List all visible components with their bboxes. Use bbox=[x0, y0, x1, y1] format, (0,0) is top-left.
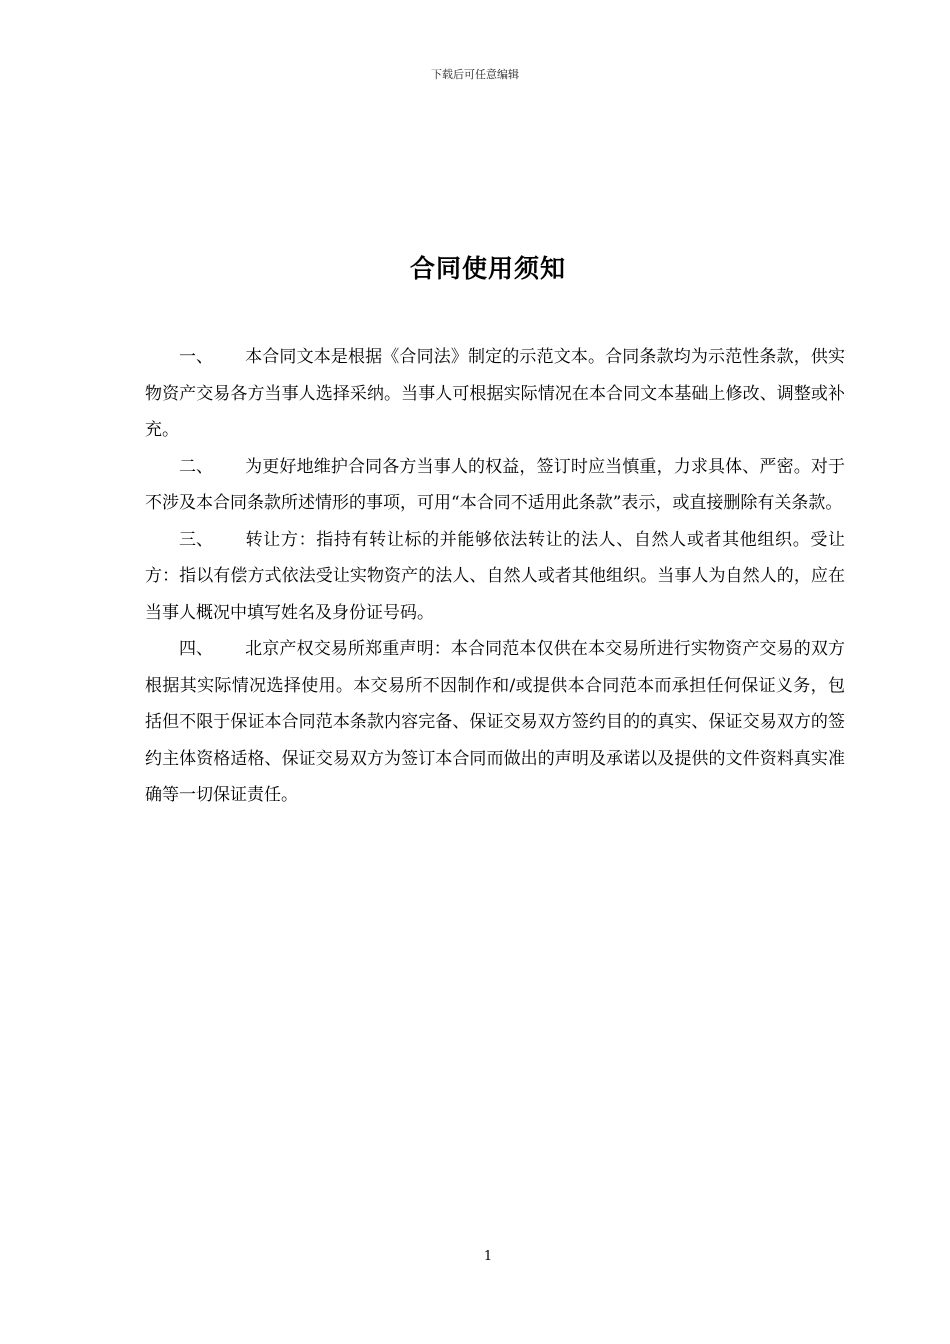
header-note: 下载后可任意编辑 bbox=[431, 68, 519, 81]
clause-number: 三、 bbox=[179, 529, 213, 550]
clause-3 bbox=[145, 522, 845, 632]
document-title: 合同使用须知 bbox=[409, 254, 566, 283]
clause-1 bbox=[145, 339, 845, 449]
clause-number: 四、 bbox=[179, 639, 213, 659]
clause-2 bbox=[145, 449, 845, 522]
clause-text: 转让方：指持有转让标的并能够依法转让的法人、自然人或者其他组织。受让方：指以有偿方式依法受让实物资产的法人、自然人或者其他组织。当事人为自然人的，应在当事人概况中填写姓名及身份证号码。 bbox=[145, 529, 845, 623]
clause-number: 二、 bbox=[179, 456, 213, 477]
clause-4 bbox=[145, 631, 845, 814]
clause-number: 一、 bbox=[179, 347, 213, 367]
clause-text: 北京产权交易所郑重声明：本合同范本仅供在本交易所进行实物资产交易的双方根据其实际情况选择使用。本交易所不因制作和/或提供本合同范本而承担任何保证义务，包括但不限于保证本合同范本条款内容完备、保证交易双方签约目的的真实、保证交易双方的签约主体资格适格、保证交易双方为签订本合同而做出的声明及承诺以及提供的文件资料真实准确等一切保证责任。 bbox=[145, 639, 845, 805]
clause-text: 为更好地维护合同各方当事人的权益，签订时应当慎重，力求具体、严密。对于不涉及本合同条款所述情形的事项，可用“本合同不适用此条款”表示，或直接删除有关条款。 bbox=[145, 456, 845, 513]
page-number: 1 bbox=[483, 1249, 493, 1264]
clause-list bbox=[145, 339, 845, 814]
clause-text: 本合同文本是根据《合同法》制定的示范文本。合同条款均为示范性条款，供实物资产交易各方当事人选择采纳。当事人可根据实际情况在本合同文本基础上修改、调整或补充。 bbox=[145, 347, 845, 440]
